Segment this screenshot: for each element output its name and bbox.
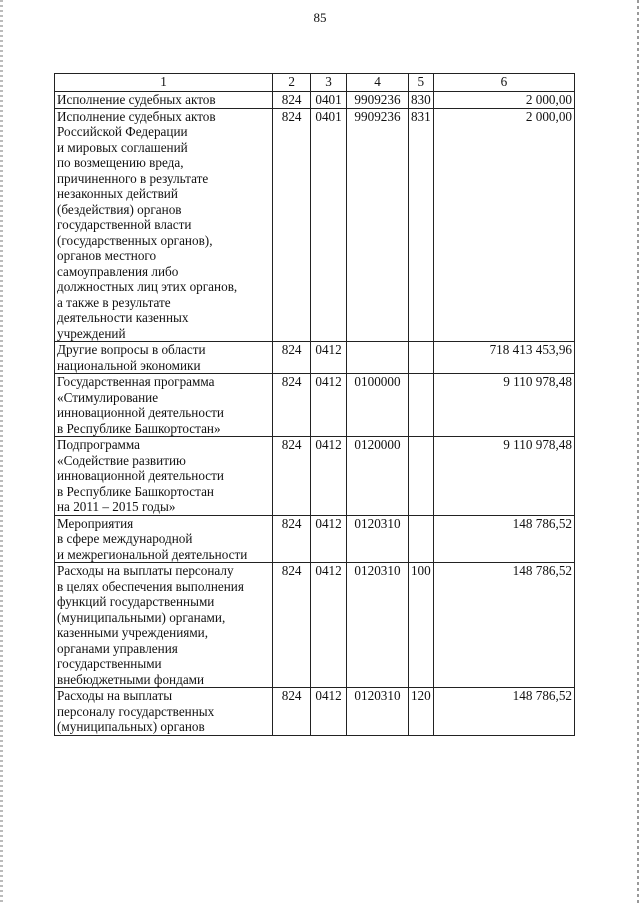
row-rz: 0401 [311,92,347,109]
header-row [55,74,575,92]
row-vr: 830 [408,92,433,109]
header-col-4: 4 [347,74,409,92]
table-row [55,92,575,109]
row-ved: 824 [273,342,311,374]
scan-right-edge [637,0,639,905]
row-sum: 2 000,00 [433,92,574,109]
row-ved: 824 [273,108,311,342]
row-csr: 0120000 [347,437,409,516]
row-csr [347,342,409,374]
row-sum: 148 786,52 [433,515,574,563]
table-row [55,437,575,516]
row-name: Подпрограмма «Содействие развитию инновационной деятельности в Республике Башкортостан на 2011 – 2015 годы» [55,437,273,516]
row-csr: 0100000 [347,374,409,437]
row-csr: 0120310 [347,688,409,736]
row-ved: 824 [273,92,311,109]
row-rz: 0412 [311,437,347,516]
row-sum: 148 786,52 [433,688,574,736]
row-rz: 0412 [311,563,347,688]
row-name: Расходы на выплаты персоналу в целях обеспечения выполнения функций государственными (муниципальными) органами, казенными учреждениями, органами управления государственными внебюджетными фондами [55,563,273,688]
row-name: Расходы на выплаты персоналу государственных (муниципальных) органов [55,688,273,736]
header-col-6: 6 [433,74,574,92]
row-ved: 824 [273,437,311,516]
header-col-5: 5 [408,74,433,92]
row-ved: 824 [273,515,311,563]
row-vr [408,342,433,374]
row-sum: 9 110 978,48 [433,437,574,516]
header-col-1: 1 [55,74,273,92]
row-rz: 0412 [311,342,347,374]
table-row [55,688,575,736]
row-name: Государственная программа «Стимулирование инновационной деятельности в Республике Башкортостан» [55,374,273,437]
table-row [55,515,575,563]
row-name: Исполнение судебных актов [55,92,273,109]
row-vr: 831 [408,108,433,342]
row-ved: 824 [273,688,311,736]
scan-left-edge [0,0,3,905]
table-row [55,374,575,437]
page-number: 85 [313,10,327,25]
row-csr: 9909236 [347,108,409,342]
row-ved: 824 [273,374,311,437]
table-row [55,342,575,374]
row-sum: 2 000,00 [433,108,574,342]
table-row [55,563,575,688]
row-ved: 824 [273,563,311,688]
row-sum: 9 110 978,48 [433,374,574,437]
row-name: Исполнение судебных актов Российской Федерации и мировых соглашений по возмещению вреда, причиненного в результате незаконных действий (бездействия) органов государственной власти (государственных органов), органов местного самоуправления либо должностных лиц этих органов, а также в результате деятельности казенных учреждений [55,108,273,342]
row-rz: 0412 [311,515,347,563]
row-vr [408,374,433,437]
row-vr: 120 [408,688,433,736]
row-sum: 148 786,52 [433,563,574,688]
header-col-2: 2 [273,74,311,92]
row-vr [408,515,433,563]
row-vr [408,437,433,516]
header-col-3: 3 [311,74,347,92]
row-csr: 9909236 [347,92,409,109]
row-sum: 718 413 453,96 [433,342,574,374]
row-rz: 0412 [311,688,347,736]
row-csr: 0120310 [347,515,409,563]
row-rz: 0401 [311,108,347,342]
row-vr: 100 [408,563,433,688]
row-name: Мероприятия в сфере международной и межрегиональной деятельности [55,515,273,563]
row-csr: 0120310 [347,563,409,688]
table-row [55,108,575,342]
budget-table [54,73,575,736]
row-name: Другие вопросы в области национальной экономики [55,342,273,374]
row-rz: 0412 [311,374,347,437]
